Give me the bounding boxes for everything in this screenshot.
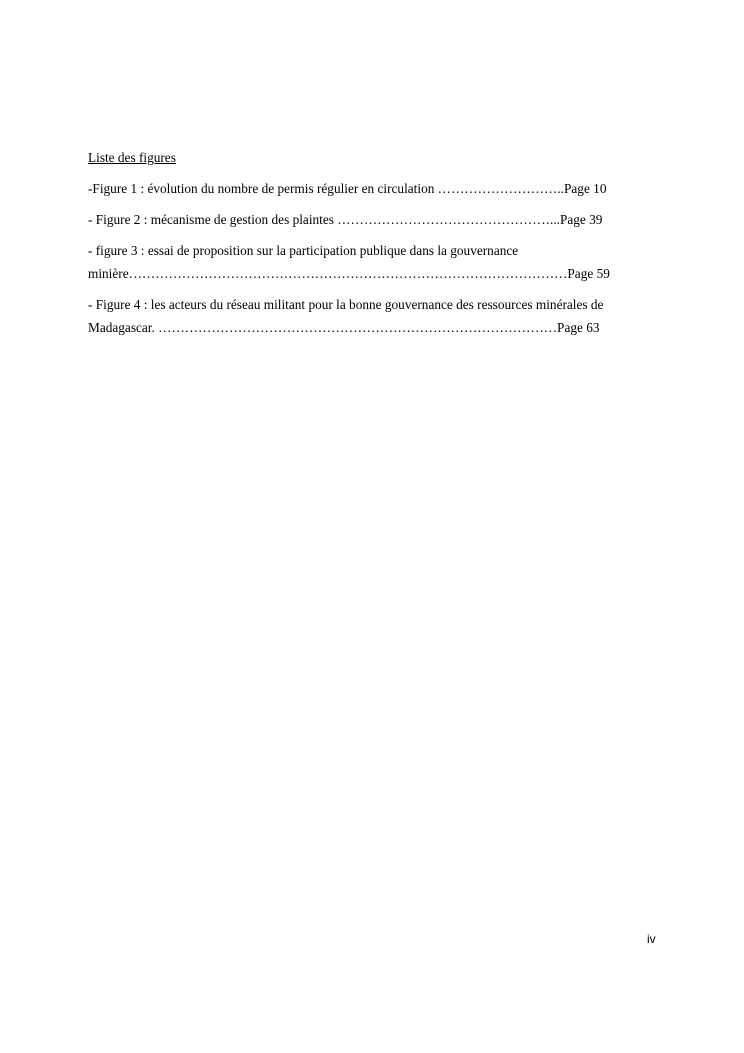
list-item-text-continued: Madagascar. ………………………………………………………………………………Page 63 bbox=[88, 320, 600, 335]
page-number: iv bbox=[647, 932, 656, 946]
list-item-figure-3 bbox=[88, 239, 668, 285]
list-item-text: - Figure 4 : les acteurs du réseau militant pour la bonne gouvernance des ressources minérales de bbox=[88, 297, 604, 312]
document-body bbox=[88, 148, 668, 347]
list-item-text: - Figure 2 : mécanisme de gestion des plaintes …………………………………………...Page 39 bbox=[88, 212, 603, 227]
list-title: Liste des figures bbox=[88, 150, 176, 165]
list-item-text-continued: minière………………………………………………………………………………………Page 59 bbox=[88, 266, 610, 281]
list-item-figure-2 bbox=[88, 208, 668, 231]
list-item-text: - figure 3 : essai de proposition sur la participation publique dans la gouvernance bbox=[88, 243, 519, 258]
list-item-figure-1 bbox=[88, 177, 668, 200]
list-item-text: -Figure 1 : évolution du nombre de permis régulier en circulation ………………………..Page 10 bbox=[88, 181, 607, 196]
list-item-figure-4 bbox=[88, 293, 668, 339]
